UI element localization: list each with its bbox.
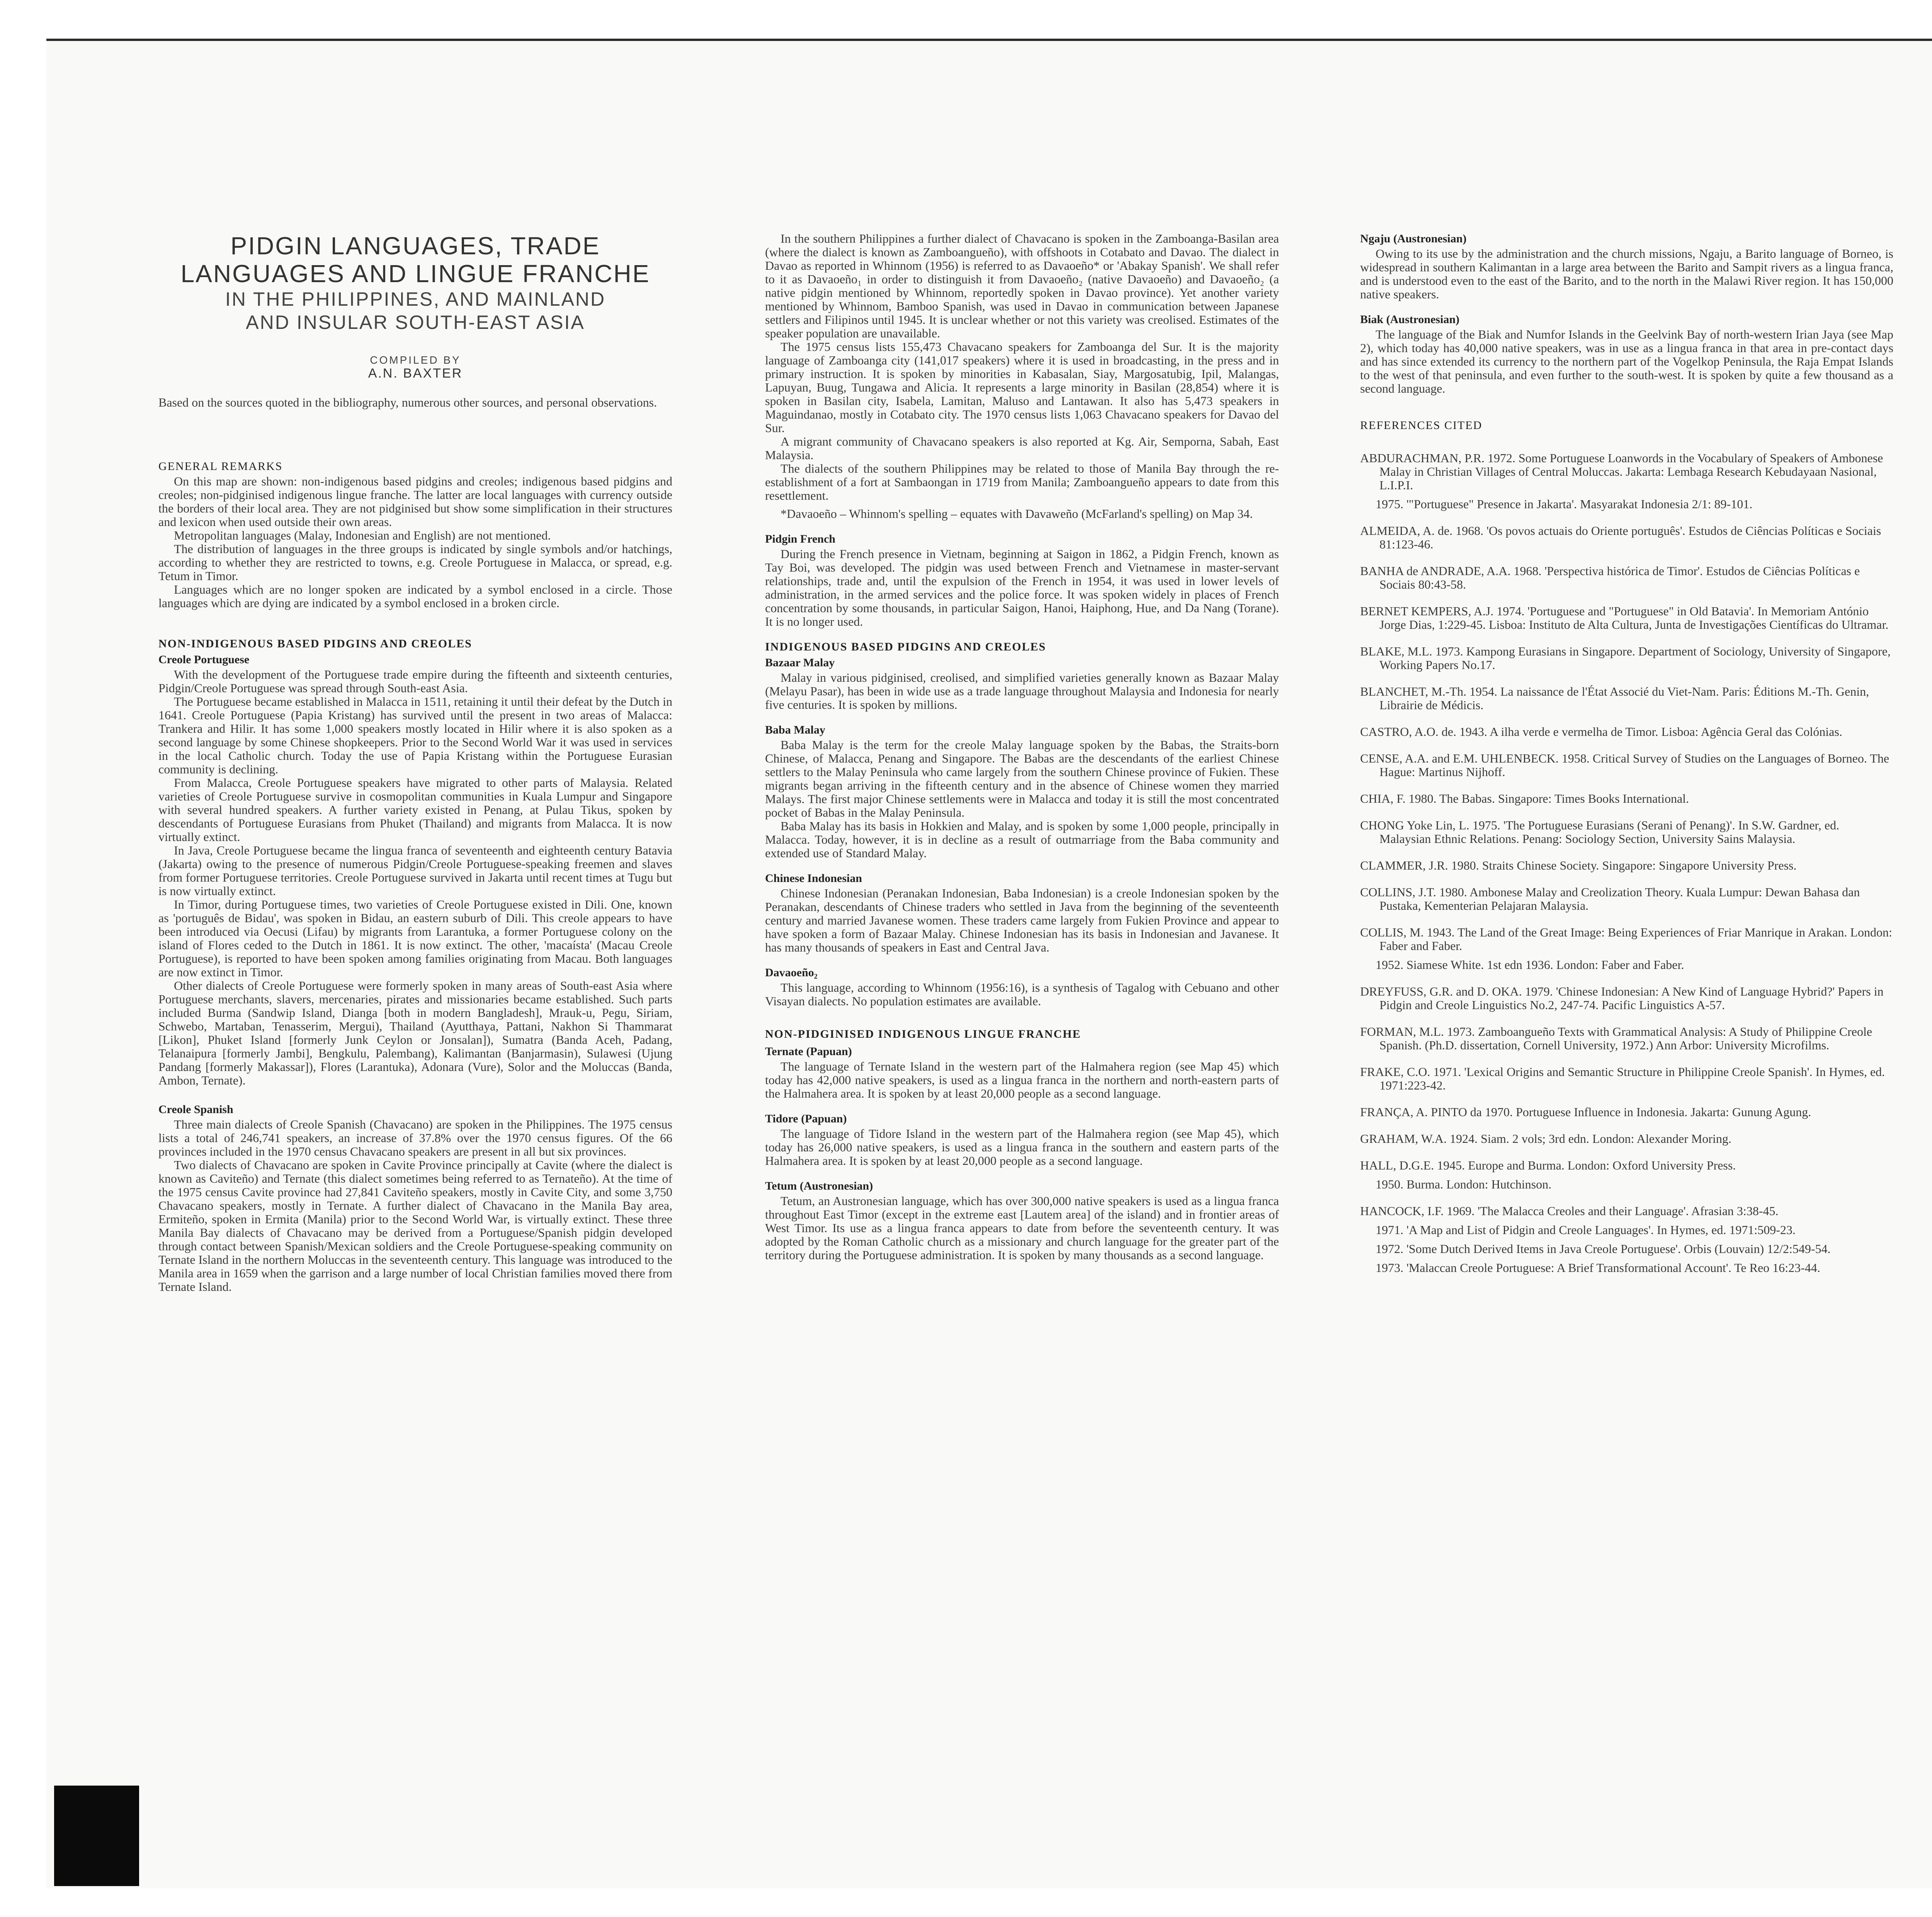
tidore-heading: Tidore (Papuan) [765,1112,847,1125]
reference-entry: BERNET KEMPERS, A.J. 1974. 'Portuguese and "Portuguese" in Old Batavia'. In Memoriam António Jorge Dias, 1:229-45. Lisboa: Instituto de Alta Cultura, Junta de Investigações Científicas do Ultramar. [1360,604,1889,632]
reference-entry: ALMEIDA, A. de. 1968. 'Os povos actuais do Oriente português'. Estudos de Ciências Políticas e Sociais 81:123-46. [1360,524,1881,551]
paragraph: The 1975 census lists 155,473 Chavacano speakers for Zamboanga del Sur. It is the majority language of Zamboanga city (141,017 speakers) where it is used in broadcasting, in the press and in primary instruction. It is spoken by minorities in Kabasalan, Siay, Margosatubig, Ipil, Malangas, Lapuyan, Buug, Tungawa and Alicia. It represents a large minority in Basilan (28,854) where it is spoken in Basilan city, Isabela, Lamitan, Maluso and Lantawan. It also has 5,473 speakers in Maguindanao, mostly in Cotabato city. The 1970 census lists 1,063 Chavacano speakers for Davao del Sur. [765,340,1279,435]
reference-entry: CHONG Yoke Lin, L. 1975. 'The Portuguese Eurasians (Serani of Penang)'. In S.W. Gardner, ed. Malaysian Ethnic Relations. Penang: Sociology Section, University Sains Malaysia. [1360,818,1839,846]
paragraph: Three main dialects of Creole Spanish (Chavacano) are spoken in the Philippines. The 1975 census lists a total of 246,741 speakers, an increase of 37.8% over the 1970 census figures. Of the 66 provinces included in the 1970 census Chavacano speakers are present in all but six provinces. [158,1117,672,1158]
tidore-text: The language of Tidore Island in the western part of the Halmahera region (see Map 45), which today has 26,000 native speakers, is used as a lingua franca in the southern and eastern parts of the Halmahera area. It is spoken by at least 20,000 people as a second language. [765,1127,1279,1168]
paragraph: Metropolitan languages (Malay, Indonesian and English) are not mentioned. [174,528,551,542]
title-line-4: AND INSULAR SOUTH-EAST ASIA [246,312,585,333]
intro-text: Based on the sources quoted in the bibliography, numerous other sources, and personal observations. [158,395,657,409]
davaoeno-heading: Davaoeño₂ [765,966,818,979]
reference-entry: BLANCHET, M.-Th. 1954. La naissance de l'État Associé du Viet-Nam. Paris: Éditions M.-Th. Genin, Librairie de Médicis. [1360,684,1869,712]
reference-entry: 1950. Burma. London: Hutchinson. [1376,1177,1552,1191]
column-2 [765,232,1279,1262]
paragraph: In Java, Creole Portuguese became the lingua franca of seventeenth and eighteenth century Batavia (Jakarta) owing to the presence of numerous Pidgin/Creole Portuguese-speaking freemen and slaves from former Portuguese territories. Creole Portuguese survived in Jakarta until recent times at Tugu but is now virtually extinct. [158,843,672,898]
nonindigenous-heading: NON-INDIGENOUS BASED PIDGINS AND CREOLES [158,637,472,650]
reference-entry: COLLIS, M. 1943. The Land of the Great Image: Being Experiences of Friar Manrique in Arakan. London: Faber and Faber. [1360,925,1892,953]
column-3 [1360,232,1893,1288]
compiled-by-label: COMPILED BY [370,354,461,366]
pidgin-french-heading: Pidgin French [765,533,835,545]
paragraph: In the southern Philippines a further dialect of Chavacano is spoken in the Zamboanga-Basilan area (where the dialect is known as Zamboangueño), with offshoots in Cotabato and Davao. The dialect in Davao as reported in Whinnom (1956) is referred to as Davaoeño* or 'Abakay Spanish'. We shall refer to it as Davaoeño₁ in order to distinguish it from Davaoeño₂ (native Davaoeño) and Davaoeño₂ (a native pidgin mentioned by Whinnom, reportedly spoken in Davao province). Yet another variety mentioned by Whinnom, Bamboo Spanish, was used in Davao in communication between Japanese settlers and Filipinos until 1945. It is unclear whether or not this variety was creolised. Estimates of the speaker population are unavailable. [765,232,1279,340]
reference-entry: CASTRO, A.O. de. 1943. A ilha verde e vermelha de Timor. Lisboa: Agência Geral das Colónias. [1360,725,1842,739]
reference-entry: ABDURACHMAN, P.R. 1972. Some Portuguese Loanwords in the Vocabulary of Speakers of Ambonese Malay in Christian Villages of Central Moluccas. Jakarta: Lembaga Research Kebudayaan Nasional, L.I.P.I. [1360,451,1883,492]
title-line-1: PIDGIN LANGUAGES, TRADE [230,232,600,260]
reference-entry: 1973. 'Malaccan Creole Portuguese: A Brief Transformational Account'. Te Reo 16:23-44. [1376,1261,1820,1275]
tetum-heading: Tetum (Austronesian) [765,1180,873,1192]
nonpidginised-heading: NON-PIDGINISED INDIGENOUS LINGUE FRANCHE [765,1028,1081,1040]
author-name: A.N. BAXTER [368,366,463,381]
reference-entry: FRANÇA, A. PINTO da 1970. Portuguese Influence in Indonesia. Jakarta: Gunung Agung. [1360,1105,1811,1119]
chavacano-south-body [765,232,1279,502]
reference-entry: CENSE, A.A. and E.M. UHLENBECK. 1958. Critical Survey of Studies on the Languages of Borneo. The Hague: Martinus Nijhoff. [1360,751,1889,779]
baba-malay-body [765,738,1279,860]
creole-spanish-heading: Creole Spanish [158,1103,233,1116]
davaoeno-footnote: *Davaoeño – Whinnom's spelling – equates with Davaweño (McFarland's spelling) on Map 34. [781,507,1253,521]
reference-entry: BANHA de ANDRADE, A.A. 1968. 'Perspectiva histórica de Timor'. Estudos de Ciências Políticas e Sociais 80:43-58. [1360,564,1860,591]
paragraph: With the development of the Portuguese trade empire during the fifteenth and sixteenth centuries, Pidgin/Creole Portuguese was spread through South-east Asia. [158,667,672,695]
reference-entry: BLAKE, M.L. 1973. Kampong Eurasians in Singapore. Department of Sociology, University of Singapore, Working Papers No.17. [1360,644,1891,672]
ngaju-heading: Ngaju (Austronesian) [1360,232,1467,245]
creole-portuguese-heading: Creole Portuguese [158,653,250,666]
reference-entry: CHIA, F. 1980. The Babas. Singapore: Times Books International. [1360,792,1689,805]
paragraph: The dialects of the southern Philippines may be related to those of Manila Bay through the re-establishment of a fort at Sambaongan in 1719 from Manila; Zamboangueño appears to date from this resettlement. [765,461,1279,502]
paragraph: The distribution of languages in the three groups is indicated by single symbols and/or hatchings, according to whether they are restricted to towns, e.g. Creole Portuguese in Malacca, or spread, e.g. Tetum in Timor. [158,542,672,583]
ngaju-text: Owing to its use by the administration and the church missions, Ngaju, a Barito language of Borneo, is widespread in southern Kalimantan in a large area between the Barito and Sampit rivers as a lingua franca, and is understood even to the east of the Barito, and to the north in the Malawi River region. It has 150,000 native speakers. [1360,247,1893,301]
title-line-3: IN THE PHILIPPINES, AND MAINLAND [225,288,606,310]
paragraph: Other dialects of Creole Portuguese were formerly spoken in many areas of South-east Asia where Portuguese merchants, slavers, mercenaries, pirates and missionaries became established. Such parts included Burma (Sandwip Island, Dianga [both in modern Bangladesh], Mrauk-u, Pegu, Siriam, Schwebo, Martaban, Tenasserim, Mergui), Thailand (Ayutthaya, Pattani, Nakhon Si Thammarat [Likon], Phuket Island [formerly Junk Ceylon or Jonsalan]), Sumatra (Banda Aceh, Padang, Telanaipura [formerly Jambi], Bengkulu, Palembang), Kalimantan (Banjarmasin), Sulawesi (Ujung Pandang [formerly Makassar]), Flores (Larantuka), Adonara (Vure), Solor and the Moluccas (Banda, Ambon, Ternate). [158,979,672,1087]
reference-entry: FORMAN, M.L. 1973. Zamboangueño Texts with Grammatical Analysis: A Study of Philippine Creole Spanish. (Ph.D. dissertation, Cornell University, 1972.) Ann Arbor: University Microfilms. [1360,1025,1872,1052]
chinese-indonesian-text: Chinese Indonesian (Peranakan Indonesian, Baba Indonesian) is a creole Indonesian spoken by the Peranakan, descendants of Chinese traders who settled in Java from the beginning of the seventeenth century and married Javanese women. These traders came largely from Fukien Province and appear to have spoken a form of Bazaar Malay. Chinese Indonesian has its basis in Indonesian and Javanese. It has many thousands of speakers in East and Central Java. [765,886,1279,954]
general-remarks-heading: GENERAL REMARKS [158,460,283,473]
reference-entry: 1952. Siamese White. 1st edn 1936. London: Faber and Faber. [1376,958,1684,972]
paragraph: Two dialects of Chavacano are spoken in Cavite Province principally at Cavite (where the dialect is known as Caviteño) and Ternate (this dialect sometimes being referred to as Ternateño). At the time of the 1975 census Cavite province had 27,841 Caviteño speakers, mostly in Cavite City, and some 3,750 Chavacano speakers, mostly in Ternate. A further dialect of Chavacano in the Manila Bay area, Ermiteño, spoken in Ermita (Manila) prior to the Second World War, is virtually extinct. These three Manila Bay dialects of Chavacano may be derived from a Portuguese/Spanish pidgin developed through contact between Spanish/Mexican soldiers and the Creole Portuguese-speaking community on Ternate Island in the northern Moluccas in the seventeenth century. This language was introduced to the Manila area in 1659 when the garrison and a large number of local Christian families moved there from Ternate Island. [158,1158,672,1294]
title-block [158,232,672,380]
chinese-indonesian-heading: Chinese Indonesian [765,872,862,885]
reference-entry: 1975. '"Portuguese" Presence in Jakarta'. Masyarakat Indonesia 2/1: 89-101. [1376,497,1753,511]
references-list-1 [1360,451,1893,1275]
paragraph: In Timor, during Portuguese times, two varieties of Creole Portuguese existed in Dili. One, known as 'português de Bidau', was spoken in Bidau, an eastern suburb of Dili. This creole appears to have been introduced via Oecusi (Lifau) by migrants from Larantuka, a former Portuguese colony on the island of Flores ceded to the Dutch in 1861. It is now extinct. The other, 'macaísta' (Macau Creole Portuguese), is reported to have been spoken among families originating from Macau. Both languages are now extinct in Timor. [158,897,672,979]
column-1 [158,232,672,1294]
baba-malay-heading: Baba Malay [765,724,825,736]
paragraph: Languages which are no longer spoken are indicated by a symbol enclosed in a circle. Those languages which are dying are indicated by a symbol enclosed in a broken circle. [158,582,672,610]
bazaar-malay-text: Malay in various pidginised, creolised, and simplified varieties generally known as Bazaar Malay (Melayu Pasar), has been in wide use as a trade language throughout Malaysia and Indonesia for nearly five centuries. It is spoken by millions. [765,671,1279,712]
ternate-text: The language of Ternate Island in the western part of the Halmahera region (see Map 45) which today has 42,000 native speakers, is used as a lingua franca in the northern and north-eastern parts of the Halmahera area. It is spoken by at least 20,000 people as a second language. [765,1059,1279,1100]
reference-entry: FRAKE, C.O. 1971. 'Lexical Origins and Semantic Structure in Philippine Creole Spanish'. In Hymes, ed. 1971:223-42. [1360,1065,1885,1092]
indigenous-heading: INDIGENOUS BASED PIDGINS AND CREOLES [765,640,1046,653]
biak-text: The language of the Biak and Numfor Islands in the Geelvink Bay of north-western Irian Jaya (see Map 2), which today has 40,000 native speakers, was in use as a lingua franca in that area in pre-contact days and has since extended its currency to the northern part of the Vogelkop Peninsula, the Raja Empat Islands to the west of that peninsula, and even further to the south-west. It is spoken by quite a few thousand as a second language. [1360,327,1893,395]
reference-entry: CLAMMER, J.R. 1980. Straits Chinese Society. Singapore: Singapore University Press. [1360,858,1797,872]
reference-entry: GRAHAM, W.A. 1924. Siam. 2 vols; 3rd edn. London: Alexander Moring. [1360,1132,1731,1146]
paragraph: A migrant community of Chavacano speakers is also reported at Kg. Air, Semporna, Sabah, East Malaysia. [765,434,1279,462]
paragraph: Baba Malay has its basis in Hokkien and Malay, and is spoken by some 1,000 people, principally in Malacca. Today, however, it is in decline as a result of outmarriage from the Baba community and extended use of Standard Malay. [765,819,1279,860]
biak-heading: Biak (Austronesian) [1360,313,1459,326]
ternate-heading: Ternate (Papuan) [765,1045,852,1058]
reference-entry: COLLINS, J.T. 1980. Ambonese Malay and Creolization Theory. Kuala Lumpur: Dewan Bahasa dan Pustaka, Kementerian Pelajaran Malaysia. [1360,885,1860,913]
creole-portuguese-body [158,668,672,1087]
paragraph: The Portuguese became established in Malacca in 1511, retaining it until their defeat by the Dutch in 1641. Creole Portuguese (Papia Kristang) has survived until the present in two areas of Malacca: Trankera and Hilir. It has some 1,000 speakers mostly located in Hilir where it is also spoken as a second language by some Chinese shopkeepers. Prior to the Second World War it was used in services in the local Catholic church. Today the use of Papia Kristang within the Portuguese Eurasian community is declining. [158,695,672,776]
title-line-2: LANGUAGES AND LINGUE FRANCHE [180,260,650,288]
paragraph: On this map are shown: non-indigenous based pidgins and creoles; indigenous based pidgins and creoles; non-pidginised indigenous lingue franche. The latter are local languages with currency outside the borders of their local area. They are not pidginised but show some simplification in their structures and lexicon when used outside their own areas. [158,474,672,529]
pidgin-french-text: During the French presence in Vietnam, beginning at Saigon in 1862, a Pidgin French, known as Tay Boi, was developed. The pidgin was used between French and Vietnamese in master-servant relationships, trade and, until the expulsion of the French in 1954, it was used in lower levels of administration, in the armed services and the police force. It was spoken widely in places of French concentration by some thousands, in particular Saigon, Hanoi, Haiphong, Hue, and Da Nang (Torane). It is no longer used. [765,547,1279,628]
reference-entry: 1972. 'Some Dutch Derived Items in Java Creole Portuguese'. Orbis (Louvain) 12/2:549-54. [1376,1242,1831,1256]
reference-entry: HANCOCK, I.F. 1969. 'The Malacca Creoles and their Language'. Afrasian 3:38-45. [1360,1204,1779,1218]
reference-entry: DREYFUSS, G.R. and D. OKA. 1979. 'Chinese Indonesian: A New Kind of Language Hybrid?' Papers in Pidgin and Creole Linguistics No.2, 247-74. Pacific Linguistics A-57. [1360,984,1884,1012]
creole-spanish-body [158,1118,672,1294]
reference-entry: 1971. 'A Map and List of Pidgin and Creole Languages'. In Hymes, ed. 1971:509-23. [1376,1223,1796,1237]
general-remarks-body [158,475,672,610]
paragraph: Baba Malay is the term for the creole Malay language spoken by the Babas, the Straits-born Chinese, of Malacca, Penang and Singapore. The Babas are the descendants of the earliest Chinese settlers to the Malay Peninsula who came largely from the southern Chinese province of Fukien. These migrants began arriving in the fifteenth century and in the absence of Chinese women they married Malays. The first major Chinese settlements were in Malacca and today it is still the most concentrated pocket of Babas in the Malay Peninsula. [765,738,1279,819]
black-corner-block [54,1786,139,1886]
paragraph: From Malacca, Creole Portuguese speakers have migrated to other parts of Malaysia. Related varieties of Creole Portuguese survive in cosmopolitan communities in Kuala Lumpur and Singapore with several hundred speakers. A further variety existed in Penang, at Pulau Tikus, spoken by descendants of Portuguese Eurasians from Phuket (Thailand) and migrants from Malacca. It is now virtually extinct. [158,776,672,844]
references-heading: REFERENCES CITED [1360,419,1483,432]
bazaar-malay-heading: Bazaar Malay [765,656,835,669]
tetum-text: Tetum, an Austronesian language, which has over 300,000 native speakers is used as a lingua franca throughout East Timor (except in the extreme east [Lautem area] of the island) and in frontier areas of West Timor. Its use as a lingua franca appears to date from before the seventeenth century. It was adopted by the Roman Catholic church as a missionary and church language for the greater part of the territory during the Portuguese administration. It is spoken by many thousands as a second language. [765,1194,1279,1262]
davaoeno-text: This language, according to Whinnom (1956:16), is a synthesis of Tagalog with Cebuano and other Visayan dialects. No population estimates are available. [765,981,1279,1008]
reference-entry: HALL, D.G.E. 1945. Europe and Burma. London: Oxford University Press. [1360,1158,1736,1172]
